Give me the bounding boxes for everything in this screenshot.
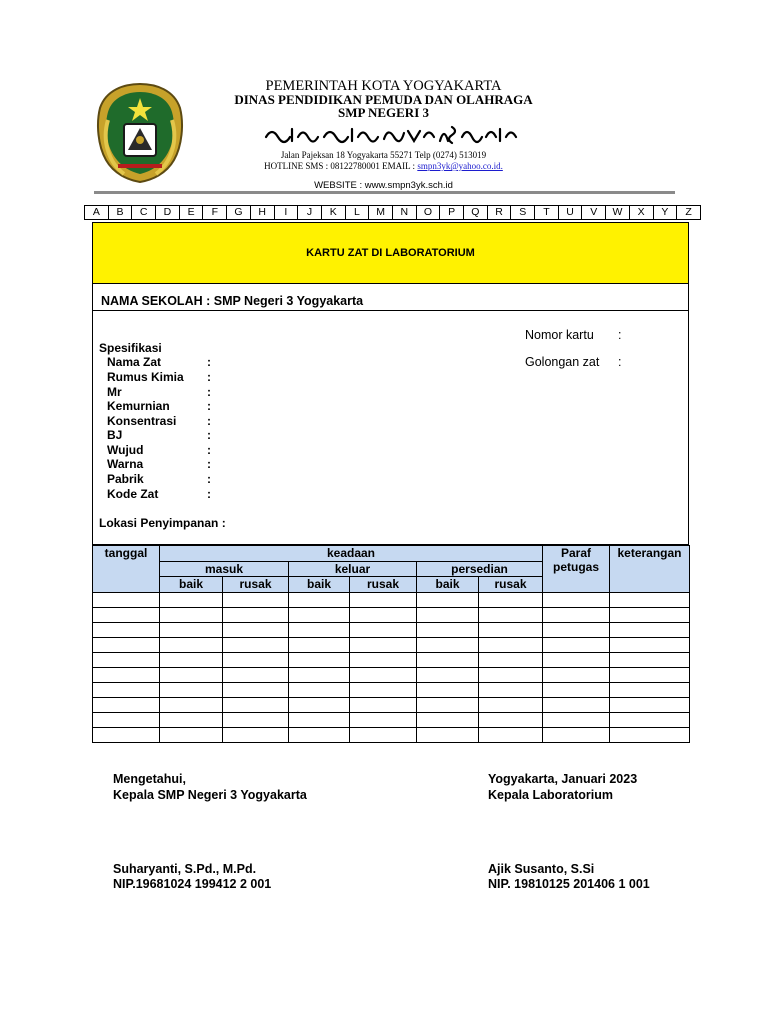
alphabet-letter: M [369,206,393,220]
table-cell[interactable] [289,592,350,607]
table-cell[interactable] [223,637,289,652]
table-cell[interactable] [160,728,223,743]
table-cell[interactable] [93,713,160,728]
right-signature-line2: Kepala Laboratorium [488,788,614,802]
table-cell[interactable] [610,592,690,607]
table-cell[interactable] [160,637,223,652]
field-bj: BJ [107,428,123,442]
coat-of-arms-icon [94,80,186,184]
alphabet-letter: L [346,206,370,220]
table-row [93,592,690,607]
col-persedian: persedian [417,561,543,577]
table-cell[interactable] [479,683,543,698]
field-konsentrasi: Konsentrasi [107,414,177,428]
col-masuk: masuk [160,561,289,577]
alphabet-letter: W [606,206,630,220]
table-row [93,607,690,622]
table-cell[interactable] [610,637,690,652]
alphabet-letter: P [440,206,464,220]
alphabet-letter: D [156,206,180,220]
table-cell[interactable] [93,728,160,743]
col-paraf-petugas: Paraf petugas [543,546,610,593]
left-signature-line1: Mengetahui, [113,772,186,786]
hotline-email [186,161,581,172]
table-cell[interactable] [289,652,350,667]
table-row [93,698,690,713]
hotline-label: HOTLINE SMS : 08122780001 EMAIL : [264,161,418,171]
table-cell[interactable] [417,607,479,622]
table-cell[interactable] [479,667,543,682]
field-kode-zat: Kode Zat [107,487,159,501]
alphabet-letter: Y [654,206,678,220]
table-cell[interactable] [223,683,289,698]
table-cell[interactable] [417,713,479,728]
alphabet-letter: S [511,206,535,220]
alphabet-letter: J [298,206,322,220]
alphabet-letter: C [132,206,156,220]
table-cell[interactable] [610,698,690,713]
table-cell[interactable] [289,667,350,682]
left-signature-name: Suharyanti, S.Pd., M.Pd. [113,862,257,876]
table-cell[interactable] [223,607,289,622]
email-link[interactable]: smpn3yk@yahoo.co.id. [417,161,503,171]
col-masuk-rusak: rusak [223,577,289,593]
table-cell[interactable] [160,592,223,607]
table-cell[interactable] [543,607,610,622]
alphabet-letter: A [85,206,109,220]
table-cell[interactable] [93,592,160,607]
alphabet-index-row [84,205,701,220]
table-cell[interactable] [160,607,223,622]
field-nama-zat: Nama Zat [107,355,162,369]
field-pabrik: Pabrik [107,472,144,486]
stock-register-table [92,545,690,743]
table-cell[interactable] [610,683,690,698]
table-cell[interactable] [350,652,417,667]
alphabet-letter: U [559,206,583,220]
table-cell[interactable] [93,622,160,637]
table-cell[interactable] [610,713,690,728]
alphabet-letter: K [322,206,346,220]
table-cell[interactable] [350,683,417,698]
table-cell[interactable] [93,683,160,698]
table-cell[interactable] [479,637,543,652]
table-cell[interactable] [479,592,543,607]
field-colon: : [207,355,211,369]
table-cell[interactable] [160,713,223,728]
field-wujud: Wujud [107,443,144,457]
table-cell[interactable] [160,622,223,637]
col-masuk-baik: baik [160,577,223,593]
table-cell[interactable] [417,592,479,607]
table-cell[interactable] [543,622,610,637]
table-cell[interactable] [479,713,543,728]
table-cell[interactable] [93,652,160,667]
table-cell[interactable] [289,713,350,728]
letterhead-line1: PEMERINTAH KOTA YOGYAKARTA [265,78,502,94]
table-cell[interactable] [223,728,289,743]
table-cell[interactable] [160,652,223,667]
table-cell[interactable] [610,622,690,637]
table-cell[interactable] [350,622,417,637]
table-cell[interactable] [543,728,610,743]
table-cell[interactable] [479,652,543,667]
golongan-zat-colon: : [618,355,622,369]
table-cell[interactable] [93,667,160,682]
table-cell[interactable] [479,728,543,743]
table-row [93,622,690,637]
col-persedian-baik: baik [417,577,479,593]
alphabet-letter: H [251,206,275,220]
field-colon: : [207,428,211,442]
table-cell[interactable] [417,698,479,713]
card-title: KARTU ZAT DI LABORATORIUM [92,222,689,284]
table-cell[interactable] [160,698,223,713]
alphabet-letter: T [535,206,559,220]
table-cell[interactable] [289,683,350,698]
table-cell[interactable] [289,637,350,652]
table-cell[interactable] [223,698,289,713]
table-cell[interactable] [223,667,289,682]
nomor-kartu-label: Nomor kartu [525,328,594,342]
table-cell[interactable] [417,667,479,682]
col-keterangan: keterangan [610,546,690,593]
field-warna: Warna [107,457,144,471]
table-cell[interactable] [160,683,223,698]
right-signature-line1: Yogyakarta, Januari 2023 [488,772,638,786]
col-keadaan: keadaan [160,546,543,562]
alphabet-letter: V [582,206,606,220]
field-colon: : [207,385,211,399]
alphabet-letter: Q [464,206,488,220]
letterhead-line2: DINAS PENDIDIKAN PEMUDA DAN OLAHRAGA [234,92,533,107]
table-row [93,728,690,743]
table-cell[interactable] [350,713,417,728]
alphabet-letter: G [227,206,251,220]
spesifikasi-heading: Spesifikasi [99,341,162,355]
col-keluar: keluar [289,561,417,577]
alphabet-letter: I [275,206,299,220]
table-cell[interactable] [543,698,610,713]
table-cell[interactable] [160,667,223,682]
lokasi-penyimpanan: Lokasi Penyimpanan : [99,516,226,530]
field-rumus-kimia: Rumus Kimia [107,370,184,384]
table-cell[interactable] [543,652,610,667]
alphabet-letter: R [488,206,512,220]
table-row [93,637,690,652]
letterhead-line3: SMP NEGERI 3 [337,105,429,120]
alphabet-letter: X [630,206,654,220]
alphabet-letter: N [393,206,417,220]
table-cell[interactable] [479,622,543,637]
table-cell[interactable] [93,637,160,652]
table-row [93,667,690,682]
table-cell[interactable] [223,622,289,637]
table-cell[interactable] [289,622,350,637]
table-cell[interactable] [93,607,160,622]
nomor-kartu-colon: : [618,328,622,342]
table-cell[interactable] [543,592,610,607]
alphabet-letter: B [109,206,133,220]
table-cell[interactable] [610,667,690,682]
field-colon: : [207,472,211,486]
table-row [93,652,690,667]
table-cell[interactable] [543,683,610,698]
table-cell[interactable] [350,698,417,713]
col-keluar-rusak: rusak [350,577,417,593]
table-cell[interactable] [543,637,610,652]
table-cell[interactable] [350,592,417,607]
website: WEBSITE : www.smpn3yk.sch.id [314,180,453,191]
left-signature-line2: Kepala SMP Negeri 3 Yogyakarta [113,788,307,802]
alphabet-letter: O [417,206,441,220]
table-cell[interactable] [350,637,417,652]
table-cell[interactable] [543,713,610,728]
table-cell[interactable] [610,607,690,622]
field-colon: : [207,414,211,428]
right-signature-name: Ajik Susanto, S.Si [488,862,595,876]
col-persedian-rusak: rusak [479,577,543,593]
table-cell[interactable] [289,607,350,622]
table-cell[interactable] [610,728,690,743]
field-colon: : [207,457,211,471]
table-cell[interactable] [289,698,350,713]
table-cell[interactable] [223,652,289,667]
table-cell[interactable] [417,652,479,667]
table-cell[interactable] [223,592,289,607]
left-signature-nip: NIP.19681024 199412 2 001 [113,877,272,891]
table-cell[interactable] [479,698,543,713]
table-cell[interactable] [350,667,417,682]
field-colon: : [207,443,211,457]
school-address: Jalan Pajeksan 18 Yogyakarta 55271 Telp (0274) 513019 [280,150,487,160]
table-cell[interactable] [417,622,479,637]
table-cell[interactable] [223,713,289,728]
col-keluar-baik: baik [289,577,350,593]
alphabet-letter: F [203,206,227,220]
javanese-script-icon [262,121,522,147]
table-cell[interactable] [610,652,690,667]
table-cell[interactable] [543,667,610,682]
field-kemurnian: Kemurnian [107,399,170,413]
table-row [93,683,690,698]
table-cell[interactable] [417,683,479,698]
table-cell[interactable] [93,698,160,713]
field-mr: Mr [107,385,122,399]
alphabet-letter: Z [677,206,701,220]
field-colon: : [207,487,211,501]
letterhead-rule [94,191,675,194]
field-colon: : [207,370,211,384]
alphabet-letter: E [180,206,204,220]
col-tanggal: tanggal [93,546,160,593]
table-cell[interactable] [350,607,417,622]
table-row [93,713,690,728]
table-cell[interactable] [289,728,350,743]
table-cell[interactable] [479,607,543,622]
table-cell[interactable] [350,728,417,743]
right-signature-nip: NIP. 19810125 201406 1 001 [488,877,650,891]
golongan-zat-label: Golongan zat [525,355,600,369]
field-colon: : [207,399,211,413]
school-name: NAMA SEKOLAH : SMP Negeri 3 Yogyakarta [92,283,689,311]
table-cell[interactable] [417,728,479,743]
table-cell[interactable] [417,637,479,652]
